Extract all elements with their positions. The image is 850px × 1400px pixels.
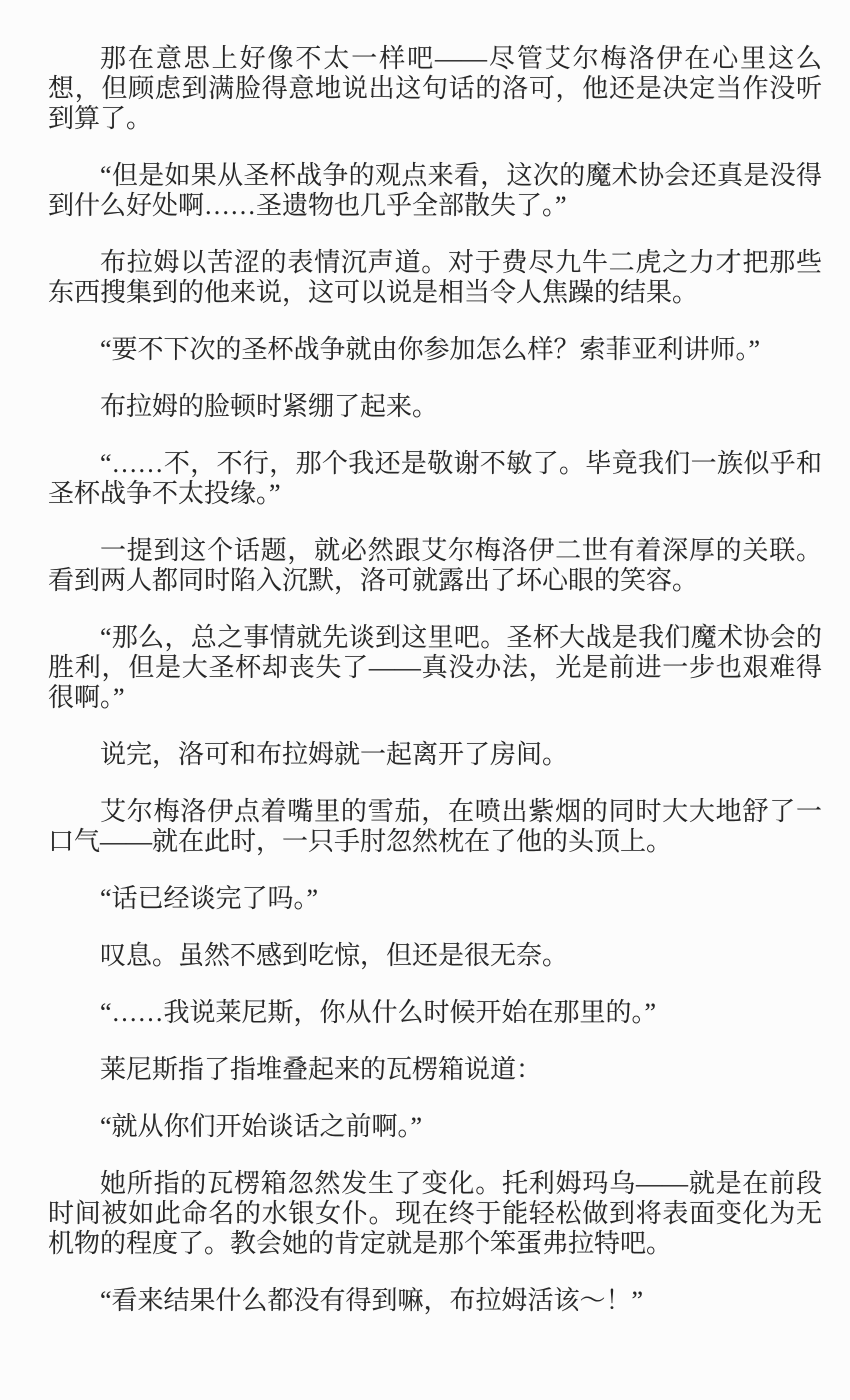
paragraph: “看来结果什么都没有得到嘛，布拉姆活该～！” [100, 1286, 644, 1315]
paragraph: “……我说莱尼斯，你从什么时候开始在那里的。” [100, 998, 657, 1027]
paragraph: “就从你们开始谈话之前啊。” [100, 1112, 423, 1141]
paragraph: “话已经谈完了吗。” [100, 884, 319, 913]
paragraph: “那么，总之事情就先谈到这里吧。圣杯大战是我们魔术协会的胜利，但是大圣杯却丧失了——真没办法，光是前进一步也艰难得很啊。” [48, 623, 822, 712]
paragraph: 莱尼斯指了指堆叠起来的瓦楞箱说道： [100, 1055, 543, 1084]
paragraph: “……不，不行，那个我还是敬谢不敏了。毕竟我们一族似乎和圣杯战争不太投缘。” [48, 449, 822, 508]
paragraph: 布拉姆以苦涩的表情沉声道。对于费尽九牛二虎之力才把那些东西搜集到的他来说，这可以说是相当令人焦躁的结果。 [48, 248, 822, 307]
paragraph: 艾尔梅洛伊点着嘴里的雪茄，在喷出紫烟的同时大大地舒了一口气——就在此时，一只手肘忽然枕在了他的头顶上。 [48, 797, 822, 856]
paragraph: 她所指的瓦楞箱忽然发生了变化。托利姆玛乌——就是在前段时间被如此命名的水银女仆。现在终于能轻松做到将表面变化为无机物的程度了。教会她的肯定就是那个笨蛋弗拉特吧。 [48, 1169, 822, 1258]
paragraph: 叹息。虽然不感到吃惊，但还是很无奈。 [100, 941, 569, 970]
paragraph: 说完，洛可和布拉姆就一起离开了房间。 [100, 740, 569, 769]
paragraph: “但是如果从圣杯战争的观点来看，这次的魔术协会还真是没得到什么好处啊……圣遗物也几乎全部散失了。” [48, 161, 822, 220]
paragraph: 那在意思上好像不太一样吧——尽管艾尔梅洛伊在心里这么想，但顾虑到满脸得意地说出这句话的洛可，他还是决定当作没听到算了。 [48, 44, 822, 133]
paragraph: “要不下次的圣杯战争就由你参加怎么样？索菲亚利讲师。” [100, 335, 761, 364]
paragraph: 布拉姆的脸顿时紧绷了起来。 [100, 392, 439, 421]
paragraph: 一提到这个话题，就必然跟艾尔梅洛伊二世有着深厚的关联。看到两人都同时陷入沉默，洛可就露出了坏心眼的笑容。 [48, 536, 822, 595]
